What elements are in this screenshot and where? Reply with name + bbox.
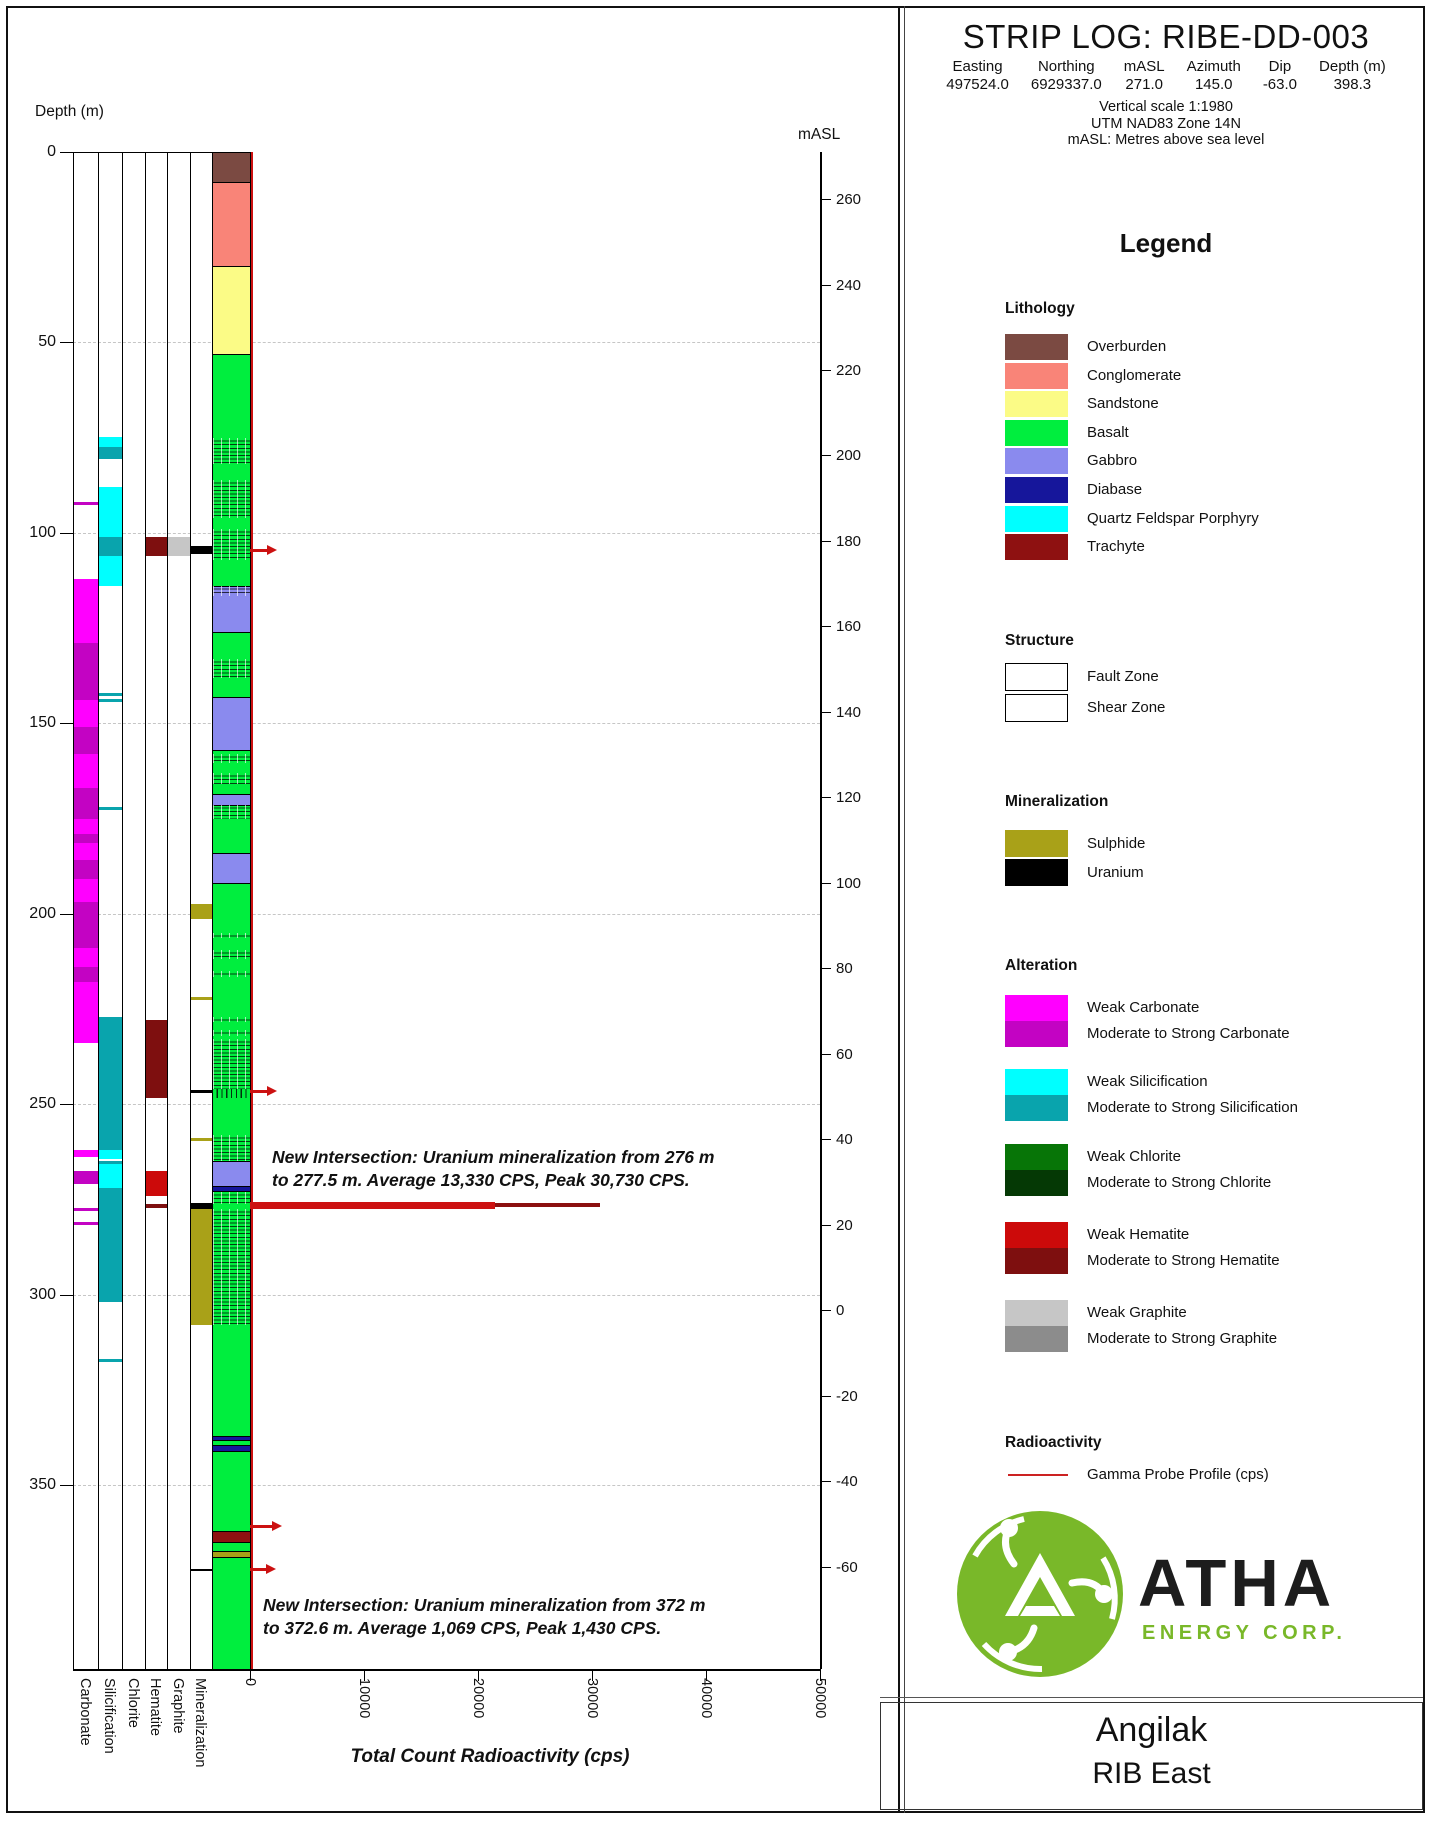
masl-tick [820,712,831,713]
project-name: Angilak [1095,1711,1208,1749]
shear-zone-overlay [213,1135,250,1162]
shear-zone-overlay [213,1017,250,1023]
carbonate-interval [74,1222,98,1225]
alteration-strong-swatch [1005,1021,1068,1047]
meta-azimuth-label: Azimuth [1186,58,1241,75]
column-top-line [73,152,250,153]
mineralization-interval-uranium [191,1569,212,1572]
panel-divider-inner-line [904,6,905,1813]
alteration-strong-swatch [1005,1326,1068,1352]
masl-axis-line [820,152,822,1669]
silicification-interval [99,1164,122,1188]
silicification-interval [99,807,122,810]
depth-tick [60,533,73,534]
depth-axis-label: Depth (m) [35,103,104,120]
carbonate-interval [74,819,98,834]
depth-tick-label: 350 [29,1476,56,1494]
lithology-interval [213,1161,250,1186]
silicification-interval [99,693,122,696]
hematite-interval [146,537,167,556]
meta-northing-label: Northing [1037,58,1095,75]
masl-tick-label: -40 [836,1473,858,1491]
gamma-spike-arrow [267,1086,277,1096]
depth-gridline [73,1295,820,1296]
intersection-annotation [263,1594,705,1640]
carbonate-interval [74,727,98,754]
lithology-legend-label: Overburden [1087,338,1167,355]
hematite-interval [146,1171,167,1196]
depth-tick [60,152,73,153]
masl-tick-label: 20 [836,1216,853,1234]
depth-tick [60,914,73,915]
shear-zone-overlay [213,1192,250,1204]
depth-gridline [73,1485,820,1486]
masl-axis-label: mASL [798,126,841,143]
depth-tick [60,1104,73,1105]
carbonate-interval [74,579,98,644]
column-border-line [190,152,191,1669]
carbonate-interval [74,1208,98,1211]
masl-definition-note: mASL: Metres above sea level [1067,132,1265,148]
track-label-silicification: Silicification [101,1678,117,1754]
depth-gridline [73,723,820,724]
atha-logo-icon [952,1506,1128,1682]
meta-masl [1124,58,1165,93]
silicification-interval [99,437,122,447]
depth-gridline [73,342,820,343]
intersection-annotation [272,1146,714,1192]
gamma-spike-arrow [266,1564,276,1574]
meta-masl-label: mASL [1123,58,1165,75]
annotation-line: to 277.5 m. Average 13,330 CPS, Peak 30,730 CPS. [272,1170,690,1191]
lithology-interval [213,697,250,750]
meta-depth-value: 398.3 [1333,75,1372,93]
radioactivity-tick-label: 20000 [470,1678,486,1719]
shear-zone-overlay [213,971,250,977]
depth-tick-label: 0 [47,143,56,160]
lithology-legend-label: Diabase [1087,481,1143,498]
masl-tick-label: 100 [836,874,862,892]
legend-section-radioactivity: Radioactivity [1005,1434,1102,1451]
lithology-interval [213,1542,250,1551]
carbonate-interval [74,879,98,902]
lithology-legend-label: Trachyte [1087,538,1145,556]
carbonate-interval [74,1150,98,1158]
depth-tick [60,342,73,343]
silicification-interval [99,1017,122,1150]
lithology-interval [213,1531,250,1542]
carbonate-interval [74,982,98,1043]
alteration-weak-label: Weak Hematite [1087,1226,1190,1243]
alteration-strong-swatch [1005,1095,1068,1121]
masl-tick-label: -60 [836,1558,858,1576]
meta-northing-value: 6929337.0 [1030,75,1102,93]
masl-tick-label: 220 [836,362,862,379]
masl-tick [820,370,831,371]
shear-zone-overlay [213,1039,250,1089]
depth-tick-label: 200 [29,904,56,922]
masl-tick [820,968,831,969]
shear-zone-overlay [213,805,250,818]
column-border-line [98,152,99,1669]
shear-zone-overlay [213,659,250,678]
carbonate-interval [74,643,98,700]
radioactivity-axis-title: Total Count Radioactivity (cps) [350,1746,630,1767]
alteration-weak-swatch [1005,1300,1068,1326]
meta-easting-label: Easting [952,58,1003,75]
lithology-interval [213,266,250,354]
masl-tick [820,1396,831,1397]
alteration-weak-swatch [1005,1069,1068,1095]
annotation-line: to 372.6 m. Average 1,069 CPS, Peak 1,430 CPS. [263,1617,662,1638]
area-name: RIB East [1092,1757,1211,1790]
shear-zone-overlay [213,754,250,764]
carbonate-interval [74,967,98,982]
structure-legend-label: Fault Zone [1087,668,1159,685]
column-border-line [167,152,168,1669]
lithology-interval [213,152,250,182]
meta-easting [946,58,1009,93]
mineralization-interval-uranium [191,1090,212,1093]
alteration-strong-label: Moderate to Strong Carbonate [1087,1025,1290,1042]
carbonate-interval [74,843,98,860]
shear-zone-overlay [213,950,250,960]
gamma-legend-label: Gamma Probe Profile (cps) [1087,1466,1269,1483]
lithology-legend-swatch [1005,334,1068,360]
shear-zone-overlay [213,773,250,784]
hematite-interval [146,1204,167,1207]
legend-section-lithology: Lithology [1005,300,1075,317]
depth-gridline [73,1104,820,1105]
legend-section-mineralization: Mineralization [1005,793,1109,810]
logo-wordmark: ATHA [1138,1546,1336,1621]
masl-tick-label: 0 [836,1302,845,1320]
gamma-baseline [251,152,253,1669]
legend-title: Legend [1119,228,1213,258]
lithology-legend-swatch [1005,363,1068,389]
shear-zone-overlay [213,1209,250,1325]
hematite-interval [146,1020,167,1098]
shear-zone-overlay [213,933,250,939]
silicification-interval [99,487,122,537]
lithology-interval [213,182,250,266]
masl-tick-label: 200 [836,447,862,465]
shear-zone-overlay [213,1030,250,1036]
alteration-strong-label: Moderate to Strong Graphite [1087,1330,1278,1347]
utm-zone-note: UTM NAD83 Zone 14N [1091,115,1241,132]
silicification-interval [99,1188,122,1302]
footer-box-top-line [880,1697,1423,1698]
mineralization-legend-label: Sulphide [1087,835,1146,852]
carbonate-interval [74,788,98,818]
carbonate-interval [74,834,98,844]
alteration-strong-label: Moderate to Strong Chlorite [1087,1174,1272,1191]
structure-legend-swatch-fault [1005,663,1068,691]
masl-tick [820,541,831,542]
masl-tick [820,883,831,884]
alteration-weak-label: Weak Carbonate [1087,999,1200,1016]
track-label-carbonate: Carbonate [76,1678,93,1746]
gamma-spike-arrow [267,545,277,555]
carbonate-interval [74,860,98,879]
lithology-legend-label: Basalt [1087,423,1129,441]
silicification-interval [99,537,122,556]
meta-depth [1319,58,1386,93]
lithology-legend-swatch [1005,534,1068,560]
depth-tick-label: 50 [38,333,56,351]
radioactivity-tick-label: 0 [242,1678,258,1687]
shear-zone-overlay [213,480,250,518]
lithology-interval [213,1557,250,1669]
alteration-strong-swatch [1005,1248,1068,1274]
depth-tick-label: 300 [29,1285,56,1303]
meta-azimuth-value: 145.0 [1194,75,1233,93]
mineralization-legend-swatch [1005,859,1068,886]
silicification-interval [99,556,122,586]
track-label-chlorite: Chlorite [124,1678,141,1728]
silicification-interval [99,699,122,702]
masl-tick [820,626,831,627]
bottom-axis-line [73,1669,820,1671]
alteration-strong-label: Moderate to Strong Hematite [1087,1252,1280,1269]
shear-zone-overlay [213,438,250,465]
mineralization-interval-sulphide [191,904,212,919]
depth-tick [60,1295,73,1296]
radioactivity-tick-label: 40000 [698,1678,714,1719]
meta-depth-label: Depth (m) [1319,58,1386,75]
lithology-interval [213,883,250,1161]
masl-tick-label: 260 [836,191,862,209]
depth-gridline [73,914,820,915]
alteration-strong-label: Moderate to Strong Silicification [1087,1099,1298,1116]
silicification-interval [99,1359,122,1362]
vertical-scale-note: Vertical scale 1:1980 [1099,99,1233,115]
gamma-spike-main [250,1202,495,1209]
legend-section-alteration: Alteration [1005,957,1078,974]
mineralization-legend-label: Uranium [1087,864,1144,881]
masl-tick [820,1481,831,1482]
masl-tick [820,199,831,200]
annotation-line: New Intersection: Uranium mineralization from 372 m [263,1594,706,1615]
page-title: STRIP LOG: RIBE-DD-003 [962,18,1370,55]
depth-tick-label: 250 [29,1095,56,1113]
graphite-interval [168,537,190,556]
annotation-line: New Intersection: Uranium mineralization from 276 m [272,1147,715,1168]
lithology-legend-label: Conglomerate [1087,366,1182,384]
mineralization-interval-uranium [191,546,212,554]
mineralization-interval-sulphide [191,997,212,1000]
alteration-weak-label: Weak Silicification [1087,1073,1208,1090]
radioactivity-tick-label: 10000 [356,1678,372,1719]
fault-zone-overlay [213,1089,250,1099]
gamma-legend-line [1008,1474,1068,1476]
masl-tick-label: -20 [836,1387,858,1405]
masl-tick-label: 120 [836,789,862,807]
carbonate-interval [74,948,98,967]
track-label-mineralization: Mineralization [192,1678,208,1768]
masl-tick-label: 160 [836,618,862,636]
column-border-line [73,152,74,1669]
structure-legend-label: Shear Zone [1087,699,1166,716]
meta-azimuth [1187,58,1241,93]
masl-tick-label: 60 [836,1045,853,1063]
alteration-weak-swatch [1005,995,1068,1021]
track-label-graphite: Graphite [169,1678,186,1734]
masl-tick [820,1054,831,1055]
gamma-spike [250,1090,267,1093]
silicification-interval [99,1150,122,1160]
legend-section-structure: Structure [1005,632,1074,649]
scale-notes [905,99,1427,149]
masl-tick [820,1567,831,1568]
masl-tick [820,1310,831,1311]
gamma-spike-arrow [272,1521,282,1531]
lithology-legend-swatch [1005,391,1068,417]
carbonate-interval [74,502,98,505]
column-border-line [122,152,123,1669]
masl-tick [820,285,831,286]
radioactivity-tick-label: 50000 [812,1678,828,1719]
masl-tick-label: 180 [836,532,862,550]
mineralization-interval-sulphide [191,1138,212,1141]
logo-subtitle: ENERGY CORP. [1142,1622,1347,1644]
masl-tick-label: 240 [836,276,862,294]
masl-tick [820,455,831,456]
carbonate-interval [74,1171,98,1184]
structure-legend-swatch-shear [1005,694,1068,722]
lithology-legend-swatch [1005,477,1068,503]
lithology-legend-label: Gabbro [1087,452,1138,470]
carbonate-interval [74,700,98,727]
masl-tick-label: 40 [836,1131,853,1149]
depth-tick [60,1485,73,1486]
gamma-spike [250,1568,266,1571]
depth-tick [60,723,73,724]
alteration-weak-label: Weak Graphite [1087,1304,1187,1321]
alteration-strong-swatch [1005,1170,1068,1196]
lithology-legend-swatch [1005,448,1068,474]
lithology-legend-label: Sandstone [1087,395,1159,413]
gamma-spike [250,549,267,552]
carbonate-interval [74,754,98,788]
depth-tick-label: 150 [29,714,56,732]
radioactivity-tick-label: 30000 [584,1678,600,1719]
meta-dip-value: -63.0 [1262,75,1298,93]
alteration-weak-swatch [1005,1144,1068,1170]
lithology-interval [213,853,250,883]
meta-dip [1263,58,1297,93]
shear-zone-overlay [213,529,250,559]
masl-tick [820,1225,831,1226]
depth-tick-label: 100 [29,523,56,541]
lithology-interval [213,1451,250,1531]
mineralization-legend-swatch [1005,830,1068,857]
lithology-legend-swatch [1005,420,1068,446]
column-border-line [145,152,146,1669]
lithology-legend-swatch [1005,506,1068,532]
alteration-weak-label: Weak Chlorite [1087,1148,1181,1165]
depth-gridline [73,533,820,534]
meta-dip-label: Dip [1268,58,1292,75]
mineralization-interval-sulphide [191,1209,212,1325]
collar-info-table [905,58,1427,93]
gamma-spike [250,1525,272,1528]
meta-easting-value: 497524.0 [946,75,1009,93]
alteration-weak-swatch [1005,1222,1068,1248]
panel-divider-line [898,6,900,1813]
lithology-interval [213,794,250,805]
shear-zone-overlay [213,586,250,596]
masl-tick [820,797,831,798]
carbonate-interval [74,902,98,948]
lithology-legend-label: Quartz Feldspar Porphyry [1087,509,1259,527]
meta-masl-value: 271.0 [1125,75,1163,93]
masl-tick-label: 140 [836,703,862,721]
masl-tick-label: 80 [836,960,853,978]
project-box [880,1702,1423,1810]
masl-tick [820,1139,831,1140]
meta-northing [1031,58,1102,93]
silicification-interval [99,447,122,458]
column-border-line [212,152,213,1669]
track-label-hematite: Hematite [147,1678,163,1737]
